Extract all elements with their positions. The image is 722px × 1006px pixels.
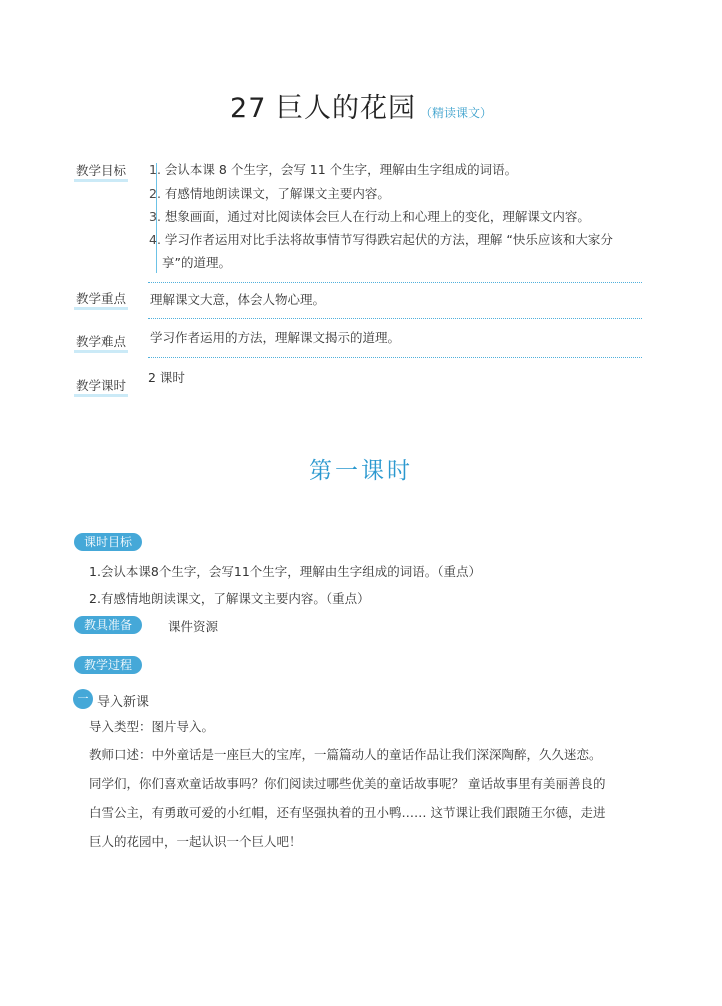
intro-type: 导入类型：图片导入。 (89, 719, 215, 734)
keypoint-text: 理解课文大意，体会人物心理。 (150, 292, 326, 307)
prep-text: 课件资源 (168, 619, 219, 634)
prep-badge: 教具准备 (74, 616, 142, 634)
step-number-badge: 一 (73, 689, 93, 709)
step-title: 导入新课 (97, 695, 150, 710)
title-subtitle: （精读课文） (419, 106, 492, 120)
page-title (0, 86, 722, 125)
difficulty-text: 学习作者运用的方法，理解课文揭示的道理。 (150, 330, 401, 345)
objective-item-4-continued: 享”的道理。 (162, 255, 231, 270)
intro-paragraph-line: 巨人的花园中，一起认识一个巨人吧！ (89, 834, 302, 849)
lesson-goals-badge: 课时目标 (74, 533, 142, 551)
lesson-goal-1: 1.会认本课8个生字，会写11个生字，理解由生字组成的词语。（重点） (89, 564, 482, 579)
divider (148, 318, 642, 319)
keypoint-label: 教学重点 (74, 289, 128, 307)
period-label: 教学课时 (74, 376, 128, 394)
objective-item-1: 1. 会认本课 8 个生字，会写 11 个生字，理解由生字组成的词语。 (149, 162, 518, 177)
objectives-label: 教学目标 (74, 161, 128, 179)
title-main: 27 巨人的花园 (230, 93, 416, 124)
intro-paragraph-line: 同学们，你们喜欢童话故事吗？你们阅读过哪些优美的童话故事呢？ 童话故事里有美丽善良的 (89, 776, 606, 791)
intro-paragraph-line: 教师口述：中外童话是一座巨大的宝库，一篇篇动人的童话作品让我们深深陶醉，久久迷恋。 (89, 747, 602, 762)
period-text: 2 课时 (148, 370, 185, 385)
divider (148, 282, 642, 283)
lesson-heading: 第一课时 (309, 458, 413, 484)
divider (148, 357, 642, 358)
objective-item-4: 4. 学习作者运用对比手法将故事情节写得跌宕起伏的方法，理解 “快乐应该和大家分 (149, 232, 613, 247)
lesson-goal-2: 2.有感情地朗读课文，了解课文主要内容。（重点） (89, 591, 370, 606)
difficulty-label: 教学难点 (74, 332, 128, 350)
intro-paragraph-line: 白雪公主，有勇敢可爱的小红帽，还有坚强执着的丑小鸭…… 这节课让我们跟随王尔德，走进 (89, 805, 606, 820)
objective-item-3: 3. 想象画面，通过对比阅读体会巨人在行动上和心理上的变化，理解课文内容。 (149, 209, 590, 224)
objective-item-2: 2. 有感情地朗读课文，了解课文主要内容。 (149, 186, 390, 201)
process-badge: 教学过程 (74, 656, 142, 674)
